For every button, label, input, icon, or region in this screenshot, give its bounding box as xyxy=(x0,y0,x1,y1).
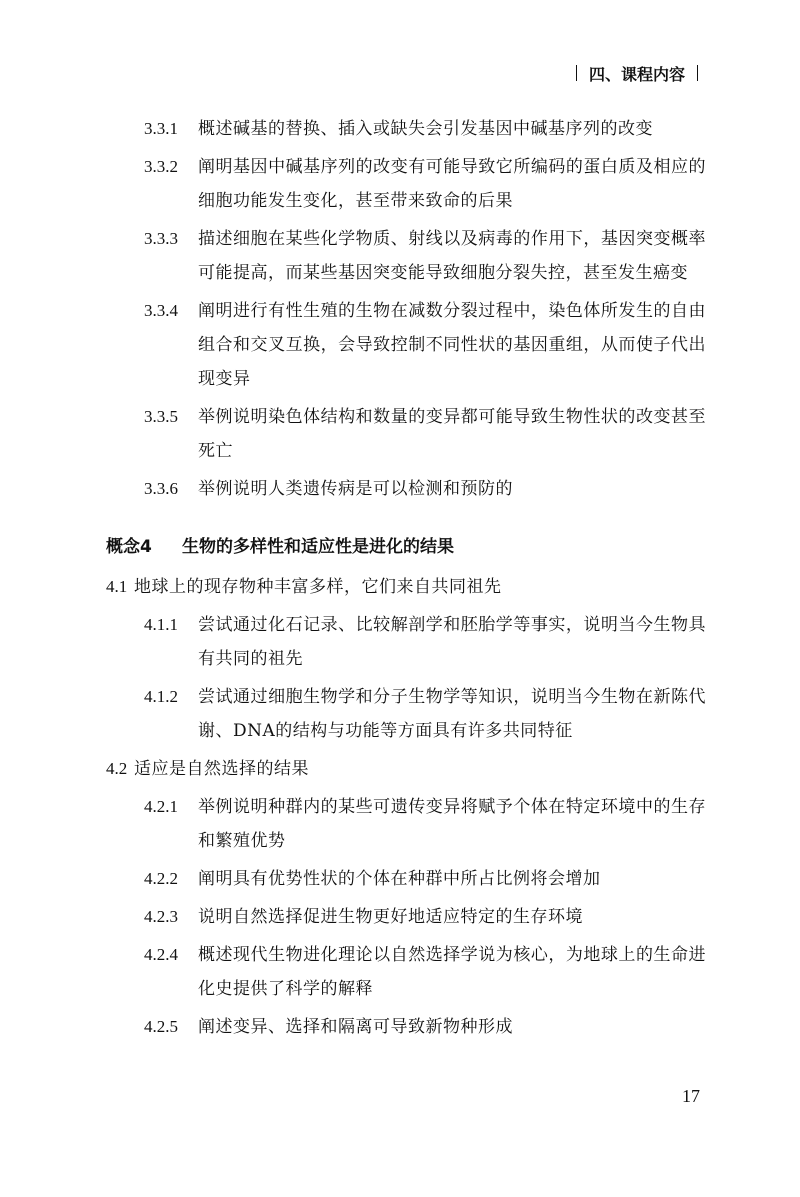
item-number: 3.3.4 xyxy=(144,301,178,320)
item-number: 3.3.1 xyxy=(144,119,178,138)
list-item-4-2-4 xyxy=(106,938,706,1006)
list-item-4-1-1 xyxy=(106,608,706,676)
concept-label: 概念4 xyxy=(106,537,152,557)
item-text: 概述现代生物进化理论以自然选择学说为核心，为地球上的生命进化史提供了科学的解释 xyxy=(198,945,706,999)
item-number: 3.3.2 xyxy=(144,157,178,176)
item-text: 阐明进行有性生殖的生物在减数分裂过程中，染色体所发生的自由组合和交叉互换，会导致控制不同性状的基因重组，从而使子代出现变异 xyxy=(198,301,706,389)
list-item-4-2-3 xyxy=(106,900,706,934)
item-number: 4.1.1 xyxy=(144,615,178,634)
item-number: 3.3.5 xyxy=(144,407,178,426)
header-divider-right xyxy=(697,65,698,81)
item-text: 举例说明种群内的某些可遗传变异将赋予个体在特定环境中的生存和繁殖优势 xyxy=(198,797,706,851)
section-heading-4-1 xyxy=(106,570,706,604)
item-number: 3.3.6 xyxy=(144,479,178,498)
item-text: 举例说明染色体结构和数量的变异都可能导致生物性状的改变甚至死亡 xyxy=(198,407,706,461)
list-item-3-3-2 xyxy=(106,150,706,218)
section-text: 地球上的现存物种丰富多样，它们来自共同祖先 xyxy=(134,577,502,597)
header-divider-left xyxy=(576,65,577,81)
header-section-title: 四、课程内容 xyxy=(588,64,685,84)
section-number: 4.2 xyxy=(106,759,128,778)
item-text: 尝试通过化石记录、比较解剖学和胚胎学等事实，说明当今生物具有共同的祖先 xyxy=(198,615,706,669)
item-text: 尝试通过细胞生物学和分子生物学等知识，说明当今生物在新陈代谢、DNA的结构与功能等方面具有许多共同特征 xyxy=(198,687,706,741)
item-text: 阐明基因中碱基序列的改变有可能导致它所编码的蛋白质及相应的细胞功能发生变化，甚至带来致命的后果 xyxy=(198,157,706,211)
item-number: 4.2.3 xyxy=(144,907,178,926)
list-item-4-2-2 xyxy=(106,862,706,896)
list-item-4-2-1 xyxy=(106,790,706,858)
concept-heading xyxy=(106,530,706,564)
running-header xyxy=(540,58,710,88)
concept-title: 生物的多样性和适应性是进化的结果 xyxy=(182,537,454,557)
section-number: 4.1 xyxy=(106,577,128,596)
list-item-3-3-3 xyxy=(106,222,706,290)
item-text: 举例说明人类遗传病是可以检测和预防的 xyxy=(198,479,513,499)
list-item-3-3-5 xyxy=(106,400,706,468)
item-text: 阐述变异、选择和隔离可导致新物种形成 xyxy=(198,1017,513,1037)
item-number: 4.1.2 xyxy=(144,687,178,706)
item-number: 4.2.1 xyxy=(144,797,178,816)
section-heading-4-2 xyxy=(106,752,706,786)
list-item-4-1-2 xyxy=(106,680,706,748)
item-text: 描述细胞在某些化学物质、射线以及病毒的作用下，基因突变概率可能提高，而某些基因突变能导致细胞分裂失控，甚至发生癌变 xyxy=(198,229,706,283)
list-item-3-3-1 xyxy=(106,112,706,146)
item-number: 3.3.3 xyxy=(144,229,178,248)
section-text: 适应是自然选择的结果 xyxy=(134,759,309,779)
page-content xyxy=(106,112,706,1048)
item-number: 4.2.4 xyxy=(144,945,178,964)
item-number: 4.2.5 xyxy=(144,1017,178,1036)
item-number: 4.2.2 xyxy=(144,869,178,888)
item-text: 概述碱基的替换、插入或缺失会引发基因中碱基序列的改变 xyxy=(198,119,653,139)
page-number: 17 xyxy=(682,1086,700,1106)
item-text: 阐明具有优势性状的个体在种群中所占比例将会增加 xyxy=(198,869,601,889)
list-item-3-3-6 xyxy=(106,472,706,506)
list-item-3-3-4 xyxy=(106,294,706,396)
list-item-4-2-5 xyxy=(106,1010,706,1044)
item-text: 说明自然选择促进生物更好地适应特定的生存环境 xyxy=(198,907,583,927)
